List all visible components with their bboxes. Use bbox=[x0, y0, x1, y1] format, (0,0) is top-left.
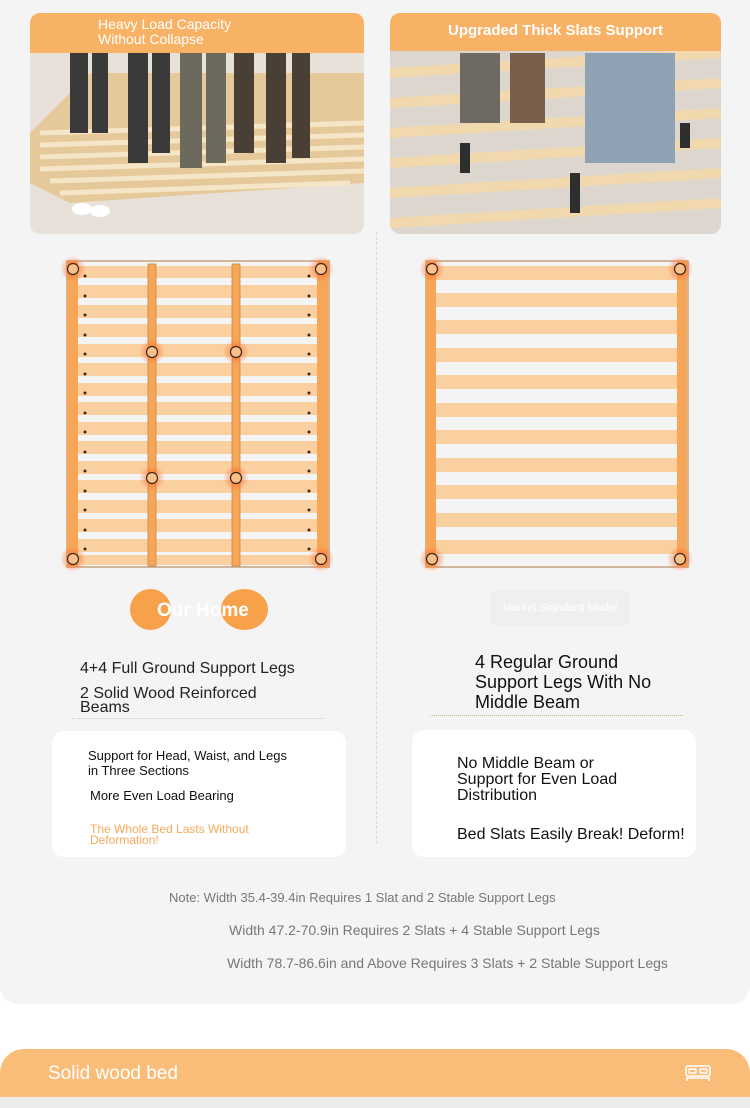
width-note-2: Width 47.2-70.9in Requires 2 Slats + 4 Stable Support Legs bbox=[229, 922, 600, 938]
heavy-load-banner bbox=[30, 13, 364, 53]
heavy-load-photo bbox=[30, 13, 364, 234]
thick-slats-photo bbox=[390, 13, 721, 234]
section-header-bar bbox=[0, 1049, 750, 1097]
left-feature-beams: 2 Solid Wood Reinforced Beams bbox=[80, 685, 257, 716]
heavy-load-banner-line1: Heavy Load Capacity bbox=[98, 16, 232, 32]
bed-icon bbox=[684, 1063, 712, 1088]
section-header-title: Solid wood bed bbox=[48, 1063, 178, 1084]
our-benefits-card bbox=[52, 731, 346, 857]
our-bed-slat-diagram bbox=[54, 252, 344, 577]
right-feature-underline bbox=[430, 715, 683, 716]
our-home-label: Our Home bbox=[157, 600, 249, 621]
column-divider bbox=[376, 232, 377, 844]
left-feature-legs: 4+4 Full Ground Support Legs bbox=[80, 660, 295, 677]
market-drawbacks-card bbox=[412, 730, 696, 857]
our-bed-diagram bbox=[54, 252, 344, 582]
right-feature-legs: 4 Regular Ground Support Legs With No Middle Beam bbox=[475, 652, 652, 712]
benefit-even-load: More Even Load Bearing bbox=[90, 788, 234, 803]
our-home-tag bbox=[130, 589, 268, 630]
left-feature-underline bbox=[72, 718, 324, 719]
heavy-load-banner-line2: Without Collapse bbox=[98, 31, 204, 47]
market-standard-tag: Market Standard Model bbox=[491, 590, 629, 626]
thick-slats-banner: Upgraded Thick Slats Support bbox=[390, 13, 721, 51]
width-note-3: Width 78.7-86.6in and Above Requires 3 Slats + 2 Stable Support Legs bbox=[227, 955, 668, 971]
market-bed-slat-diagram bbox=[414, 252, 704, 577]
width-note-1: Note: Width 35.4-39.4in Requires 1 Slat and 2 Stable Support Legs bbox=[169, 890, 556, 905]
benefit-three-sections: Support for Head, Waist, and Legs in Three Sections bbox=[88, 748, 287, 778]
market-bed-diagram bbox=[414, 252, 704, 582]
benefit-no-deformation: The Whole Bed Lasts Without Deformation! bbox=[90, 822, 249, 847]
bottom-strip bbox=[0, 1097, 750, 1108]
drawback-no-middle-beam: No Middle Beam or Support for Even Load Distribution bbox=[457, 755, 618, 804]
drawback-slats-break: Bed Slats Easily Break! Deform! bbox=[457, 826, 685, 843]
